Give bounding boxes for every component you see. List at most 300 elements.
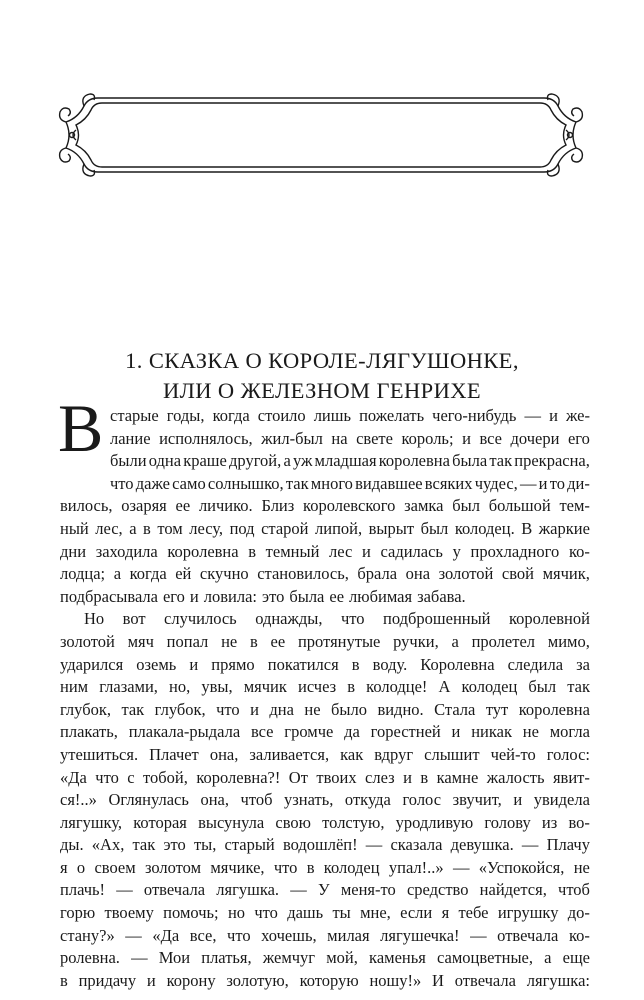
word: золотой [60, 631, 115, 651]
word: младшая [314, 451, 377, 471]
word: что [95, 767, 119, 787]
word: садилась [380, 541, 443, 561]
word: и [146, 970, 156, 990]
word: другой, [229, 451, 282, 471]
word: лодца; [60, 564, 106, 584]
word: прекрасна, [514, 451, 590, 471]
word: видавшее [355, 473, 423, 493]
word: высунула [198, 812, 265, 832]
word: но, [169, 677, 191, 697]
word: все, [189, 925, 217, 945]
word: даже [135, 473, 170, 493]
word: жалость [486, 767, 545, 787]
text-line [60, 563, 590, 586]
word: что [216, 699, 240, 719]
word: личико. [198, 496, 253, 516]
word: старые [110, 406, 159, 425]
word: твоему [104, 903, 154, 923]
word: плачь! [60, 880, 106, 900]
word: из [541, 812, 558, 832]
text-line [60, 518, 590, 541]
word: тем- [559, 496, 590, 516]
word: в [306, 857, 315, 877]
word: королевна?! [196, 767, 281, 787]
word: становилось, [257, 564, 349, 584]
word: однажды, [255, 609, 323, 629]
text-line [60, 970, 590, 993]
text-line [60, 495, 590, 518]
word: так [285, 473, 309, 493]
text-line [60, 676, 590, 699]
word: с [127, 767, 135, 787]
word: что [227, 925, 251, 945]
word: случилось [164, 609, 237, 629]
word: она, [209, 744, 239, 764]
word: стоило [257, 406, 306, 425]
word: которая [133, 812, 187, 832]
word: это [262, 586, 285, 606]
word: была [289, 586, 325, 606]
word: воду. [372, 654, 408, 674]
word: водошлёп! [282, 835, 358, 855]
word: в [60, 970, 68, 990]
word: а [113, 564, 122, 584]
word: От [288, 767, 308, 787]
word: — [519, 473, 537, 493]
word: золотую, [226, 970, 289, 990]
word: прохладного [470, 541, 560, 561]
word: протянутые [297, 631, 381, 651]
word: тебе [458, 903, 489, 923]
word: — [470, 925, 487, 945]
text-line [60, 473, 590, 496]
word: липой, [315, 518, 363, 538]
word: было [331, 699, 367, 719]
word: Королевна [420, 654, 495, 674]
word: лягушка: [526, 970, 590, 990]
word: «Да [152, 925, 180, 945]
word: ный [60, 518, 89, 538]
word: помочь; [163, 903, 219, 923]
word: был [528, 677, 557, 697]
text-line [60, 654, 590, 677]
word: ее [329, 586, 345, 606]
text-line [60, 879, 590, 902]
text-line [60, 450, 590, 473]
word: заходила [95, 541, 158, 561]
word: — [365, 835, 383, 855]
word: и [549, 406, 558, 425]
word: «Да [60, 767, 87, 787]
word: она, [200, 790, 229, 810]
word: королевной [508, 609, 590, 629]
word: темный [265, 541, 320, 561]
word: в [420, 767, 429, 787]
word: ручки, [393, 631, 439, 651]
word: чудес, [474, 473, 518, 493]
word: а [129, 518, 137, 538]
word: твоих [316, 767, 357, 787]
word: колодце! [366, 677, 428, 697]
word: мячик, [542, 564, 590, 584]
word: мимо, [547, 631, 590, 651]
word: еще [562, 948, 590, 968]
word: и [513, 790, 523, 810]
word: ловила: [203, 586, 258, 606]
word: голос: [546, 744, 590, 764]
text-line [60, 744, 590, 767]
word: мячике, [210, 857, 265, 877]
word: А [438, 677, 451, 697]
word: Стала [434, 699, 476, 719]
word: сказала [390, 835, 443, 855]
word: том [157, 518, 183, 538]
word: на [331, 428, 348, 448]
word: ты [332, 903, 351, 923]
text-line [60, 428, 590, 451]
word: «Ах, [91, 835, 125, 855]
word: камне [436, 767, 479, 787]
word: утешиться. [60, 744, 139, 764]
word: тут [485, 699, 509, 719]
word: вот [122, 609, 146, 629]
ornamental-frame [58, 92, 584, 178]
word: да [344, 722, 360, 742]
word: ее [270, 631, 286, 651]
word: у [452, 541, 461, 561]
word: так [567, 677, 590, 697]
word: придачу [78, 970, 137, 990]
word: то [549, 473, 565, 493]
word: откуда [344, 790, 391, 810]
word: мой, [326, 948, 358, 968]
word: во- [568, 812, 590, 832]
text-line [60, 586, 590, 609]
word: в [248, 541, 257, 561]
word: отвечала [497, 925, 559, 945]
text-line [60, 789, 590, 812]
word: не [573, 857, 590, 877]
word: — [524, 406, 542, 425]
word: свой [501, 564, 535, 584]
word: оземь [136, 654, 177, 674]
word: корону [166, 970, 216, 990]
word: в [249, 631, 258, 651]
word: Плачет [149, 744, 199, 764]
word: король; [401, 428, 454, 448]
word: что [110, 473, 134, 493]
word: увы, [201, 677, 233, 697]
word: годы, [166, 406, 205, 425]
text-line [60, 631, 590, 654]
word: пролетел [471, 631, 536, 651]
word: глубок, [154, 699, 206, 719]
word: ся!..» [60, 790, 97, 810]
word: «Успокойся, [478, 857, 565, 877]
word: лесу, [189, 518, 224, 538]
word: — [125, 925, 142, 945]
word: в [143, 518, 151, 538]
word: одна [148, 451, 182, 471]
word: уж [292, 451, 313, 471]
word: дна [269, 699, 294, 719]
text-line [60, 721, 590, 744]
word: краше [183, 451, 227, 471]
text-line [60, 541, 590, 564]
word: чей-то [490, 744, 536, 764]
word: — [521, 835, 539, 855]
word: а [544, 948, 552, 968]
word: что [254, 903, 278, 923]
word: вырыт [368, 518, 415, 538]
word: хочешь, [261, 925, 317, 945]
word: солнышко, [207, 473, 284, 493]
word: все [479, 428, 502, 448]
word: и [189, 654, 199, 674]
word: ты, [193, 835, 217, 855]
word: отвечала [454, 970, 516, 990]
word: чего-нибудь [432, 406, 517, 425]
word: ее [175, 496, 191, 516]
word: Близ [261, 496, 295, 516]
text-line [60, 947, 590, 970]
word: вилось, [60, 496, 113, 516]
text-line [60, 902, 590, 925]
word: мячик [243, 677, 287, 697]
word: Мои [158, 948, 191, 968]
text-line [60, 405, 590, 428]
word: золотой [438, 564, 494, 584]
word: так [121, 699, 145, 719]
text-line [60, 812, 590, 835]
word: был [420, 518, 449, 538]
body-text [60, 405, 590, 992]
word: старой [261, 518, 309, 538]
word: лес [329, 541, 353, 561]
word: ролевна. [60, 948, 120, 968]
word: королевна [518, 699, 590, 719]
word: глазами, [99, 677, 158, 697]
word: — [131, 948, 148, 968]
word: голову [484, 812, 531, 832]
text-line [60, 925, 590, 948]
word: что [341, 609, 365, 629]
word: и [189, 586, 199, 606]
word: свою [275, 812, 311, 832]
word: каменья [369, 948, 426, 968]
word: ним [60, 677, 89, 697]
text-line [60, 608, 590, 631]
word: найдется, [479, 880, 547, 900]
word: я [60, 857, 68, 877]
word: был [452, 496, 480, 516]
word: подбрасывала [60, 586, 158, 606]
word: скучно [199, 564, 249, 584]
word: платья, [201, 948, 252, 968]
word: уродливую [395, 812, 474, 832]
word: я [441, 903, 450, 923]
drop-cap: В [58, 390, 104, 466]
word: упал!..» [388, 857, 444, 877]
word: замка [404, 496, 444, 516]
word: ей [175, 564, 192, 584]
word: а [451, 631, 459, 651]
word: — [452, 857, 470, 877]
word: которую [299, 970, 359, 990]
word: ношу!» [369, 970, 422, 990]
word: — [116, 880, 133, 900]
word: брала [357, 564, 398, 584]
word: что [273, 857, 298, 877]
word: любимая [349, 586, 413, 606]
word: тобой, [143, 767, 188, 787]
word: когда [212, 406, 250, 425]
word: и [403, 767, 412, 787]
word: Но [84, 609, 105, 629]
word: о [76, 857, 86, 877]
word: была [452, 451, 488, 471]
word: это [163, 835, 186, 855]
word: старый [224, 835, 275, 855]
word: но [227, 903, 246, 923]
word: пожелать [359, 406, 425, 425]
word: И [432, 970, 444, 990]
word: толстую, [322, 812, 385, 832]
word: королевна [378, 451, 450, 471]
word: исполнялось, [159, 428, 253, 448]
word: ды. [60, 835, 84, 855]
word: мне, [360, 903, 391, 923]
word: Плачу [546, 835, 590, 855]
word: чтоб [558, 880, 590, 900]
word: звучит, [452, 790, 502, 810]
word: жемчуг [262, 948, 316, 968]
word: подброшенный [383, 609, 491, 629]
word: как [340, 744, 364, 764]
chapter-title-line-1: 1. СКАЗКА О КОРОЛЕ-ЛЯГУШОНКЕ, [125, 348, 519, 373]
text-line [60, 857, 590, 880]
chapter-title-line-2: ИЛИ О ЖЕЛЕЗНОМ ГЕНРИХЕ [162, 378, 482, 403]
word: само [172, 473, 206, 493]
word: ко- [568, 541, 590, 561]
word: забава. [417, 586, 466, 606]
word: попал [166, 631, 209, 651]
word: лишь [313, 406, 351, 425]
word: явит- [552, 767, 590, 787]
word: и [538, 473, 548, 493]
word: и [451, 722, 461, 742]
word: так [132, 835, 156, 855]
word: дни [60, 541, 87, 561]
word: его [567, 428, 590, 448]
text-line [60, 834, 590, 857]
word: видно. [377, 699, 424, 719]
word: же- [565, 406, 590, 425]
word: заливается, [249, 744, 330, 764]
word: лягушка. [216, 880, 280, 900]
word: ко- [568, 925, 590, 945]
word: королевна [167, 541, 239, 561]
word: исчез [297, 677, 337, 697]
word: отвечала [143, 880, 206, 900]
word: могла [549, 722, 590, 742]
text-line [60, 699, 590, 722]
word: плакала-рыдала [128, 722, 241, 742]
word: лание [110, 428, 151, 448]
word: а [283, 451, 291, 471]
text-line [60, 767, 590, 790]
word: громче [284, 722, 334, 742]
ornamental-frame-icon [58, 92, 584, 178]
word: Оглянулась [108, 790, 189, 810]
word: глубок, [60, 699, 111, 719]
word: мяч [127, 631, 154, 651]
word: вдруг [374, 744, 414, 764]
word: золотом [144, 857, 202, 877]
word: все [250, 722, 274, 742]
word: плакать, [60, 722, 118, 742]
word: слез [365, 767, 395, 787]
word: его [162, 586, 185, 606]
word: лес, [95, 518, 123, 538]
word: следила [507, 654, 564, 674]
word: У [317, 880, 330, 900]
word: слышит [424, 744, 480, 764]
word: колодец. [454, 518, 515, 538]
word: под [229, 518, 255, 538]
word: дочери [510, 428, 560, 448]
word: и [361, 541, 371, 561]
word: ударился [60, 654, 124, 674]
word: стану?» [60, 925, 115, 945]
word: девушка. [450, 835, 514, 855]
word: дашь [287, 903, 324, 923]
word: жил-был [261, 428, 323, 448]
word: жаркие [538, 518, 590, 538]
word: — [290, 880, 307, 900]
word: и [462, 428, 471, 448]
word: горю [60, 903, 96, 923]
word: не [304, 699, 321, 719]
word: меня-то [340, 880, 396, 900]
word: самоцветные, [437, 948, 533, 968]
word: прямо [211, 654, 255, 674]
word: горестней [370, 722, 441, 742]
word: голос [402, 790, 442, 810]
word: никак [471, 722, 512, 742]
word: покатился [267, 654, 339, 674]
word: так [489, 451, 513, 471]
word: если [400, 903, 433, 923]
word: В [521, 518, 533, 538]
word: колодец [323, 857, 380, 877]
word: были [110, 451, 147, 471]
word: колодец [461, 677, 518, 697]
word: милая [327, 925, 370, 945]
word: средство [406, 880, 469, 900]
word: до- [567, 903, 590, 923]
word: много [310, 473, 353, 493]
word: не [522, 722, 539, 742]
word: озаряя [121, 496, 167, 516]
word: своем [94, 857, 136, 877]
word: ди- [567, 473, 590, 493]
word: в [347, 677, 356, 697]
word: лягушку, [60, 812, 123, 832]
word: большой [488, 496, 551, 516]
word: чтоб [240, 790, 273, 810]
word: она [405, 564, 431, 584]
